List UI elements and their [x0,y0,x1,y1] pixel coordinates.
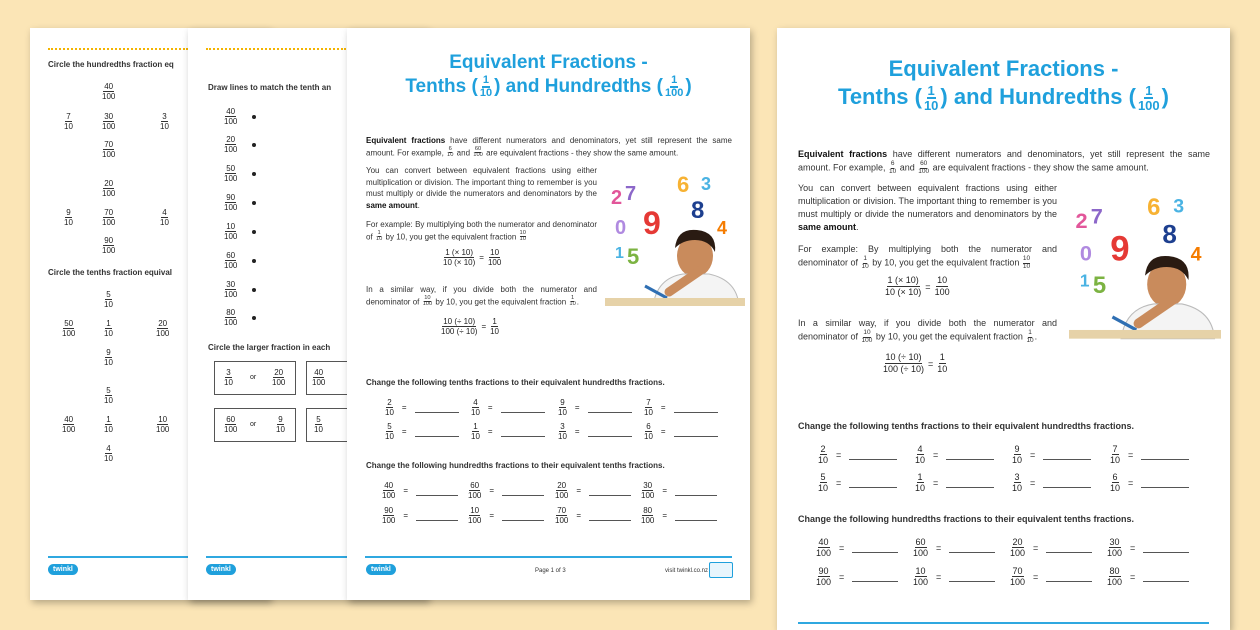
digit: 1 [1079,270,1090,291]
convert-paragraph: You can convert between equivalent fractions using either multiplication or division. The important thing to remember is you must multiply or divide the numerators and denominators by the same amount. [798,183,1057,233]
fraction: 7 10 [64,112,73,131]
question-row: $\frac{80}{100}$ = [1107,566,1189,587]
fraction: 70 100 [102,140,116,159]
boy-thinking-illustration [605,174,745,306]
worksheet-page-1-large [777,28,1230,630]
match-dot[interactable] [252,115,256,119]
or-label: or [250,374,257,381]
fraction: 30 100 [102,112,116,131]
fraction: $\frac{1}{10}$ [923,83,939,114]
fraction: 20 100 [102,179,116,198]
fraction: 50 100 [224,164,238,183]
answer-line[interactable] [1046,552,1092,553]
section-heading: Change the following tenths fractions to their equivalent hundredths fractions. [366,378,665,387]
digit: 2 [1075,207,1088,233]
answer-line[interactable] [852,581,898,582]
fraction: 5 10 [104,386,113,405]
digit: 7 [1090,203,1103,229]
digit: 8 [691,197,705,224]
example-paragraph: For example: By multiplying both the numerator and denominator of $\frac{1}{10}$ by 10, you get the equivalent fraction $\frac{10}{10}$ [798,244,1057,270]
question-row: $\frac{30}{100}$ = [641,481,717,500]
answer-line[interactable] [849,487,897,488]
answer-line[interactable] [1143,581,1189,582]
fraction: 1 10 [104,319,113,338]
match-dot[interactable] [252,230,256,234]
question-row: $\frac{40}{100}$ = [816,537,898,558]
question-heading: Circle the hundredths fraction eq [48,60,174,69]
digit: 9 [1110,230,1130,269]
question-row: $\frac{5}{10}$ = [818,472,897,493]
answer-line[interactable] [415,436,459,437]
match-dot[interactable] [252,316,256,320]
fraction: 90 100 [102,236,116,255]
question-heading: Circle the larger fraction in each [208,343,331,352]
question-heading: Circle the tenths fraction equival [48,268,173,277]
fraction: 30 100 [224,280,238,299]
example-paragraph: For example: By multiplying both the numerator and denominator of $\frac{1}{10}$ by 10, you get the equivalent fraction $\frac{10}{10}$ [366,220,597,243]
answer-line[interactable] [501,412,545,413]
question-row: $\frac{30}{100}$ = [1107,537,1189,558]
digit: 7 [625,183,637,205]
page-number: Page 1 of 3 [535,568,566,574]
question-row: $\frac{4}{10}$ = [915,444,994,465]
match-dot[interactable] [252,172,256,176]
convert-paragraph: You can convert between equivalent fractions using either multiplication or division. The important thing to remember is you must multiply or divide the numerators and denominators by the same amount. [366,166,597,210]
twinkl-logo: twinkl [366,564,396,575]
question-row: $\frac{2}{10}$ = [385,398,459,417]
section-heading: Change the following tenths fractions to their equivalent hundredths fractions. [798,421,1135,431]
question-row: $\frac{6}{10}$ = [1110,472,1189,493]
digit: 5 [627,244,640,269]
answer-line[interactable] [502,520,544,521]
answer-line[interactable] [946,487,994,488]
question-row: $\frac{9}{10}$ = [558,398,632,417]
visit-link[interactable]: visit twinkl.co.nz [665,568,709,574]
answer-line[interactable] [589,495,631,496]
fraction: 80 100 [224,308,238,327]
division-equation: $\frac{10 (\div 10)}{100 (\div 10)}$ = $\frac{1}{10}$ [441,317,500,336]
question-row: $\frac{20}{100}$ = [1010,537,1092,558]
answer-line[interactable] [1043,459,1091,460]
question-row: $\frac{4}{10}$ = [471,398,545,417]
multiplication-equation: $\frac{1 (\times 10)}{10 (\times 10)}$ = $\frac{10}{100}$ [885,275,950,297]
question-row: $\frac{90}{100}$ = [382,506,458,525]
match-dot[interactable] [252,201,256,205]
fraction: $\frac{1}{100}$ [1137,83,1160,114]
digit: 1 [615,245,624,262]
question-heading: Draw lines to match the tenth an [208,83,332,92]
question-row: $\frac{7}{10}$ = [644,398,718,417]
fraction[interactable]: 9 10 [276,415,285,434]
fraction: 1 10 [104,415,113,434]
answer-line[interactable] [1043,487,1091,488]
question-row: $\frac{70}{100}$ = [1010,566,1092,587]
fraction: 40 100 [102,82,116,101]
answer-line[interactable] [675,520,717,521]
fraction[interactable]: 5 10 [314,415,323,434]
answer-line[interactable] [674,412,718,413]
fraction[interactable]: 60 100 [224,415,238,434]
question-row: $\frac{1}{10}$ = [471,422,545,441]
fraction: $\frac{1}{100}$ [664,74,684,99]
match-dot[interactable] [252,259,256,263]
answer-line[interactable] [415,412,459,413]
multiplication-equation: $\frac{1 (\times 10)}{10 (\times 10)}$ = $\frac{10}{100}$ [443,248,502,267]
question-row: $\frac{20}{100}$ = [555,481,631,500]
digit: 0 [1079,240,1092,266]
match-dot[interactable] [252,288,256,292]
digit: 6 [1147,193,1161,221]
dotted-divider [206,48,346,50]
fraction: 10 100 [156,415,170,434]
fraction: 20 100 [224,135,238,154]
answer-line[interactable] [588,436,632,437]
answer-line[interactable] [1143,552,1189,553]
answer-line[interactable] [675,495,717,496]
section-heading: Change the following hundredths fractions to their equivalent tenths fractions. [798,514,1135,524]
question-row: $\frac{1}{10}$ = [915,472,994,493]
fraction: $\frac{1}{10}$ [479,74,493,99]
fraction: 5 10 [104,290,113,309]
digit: 0 [615,217,627,239]
footer-line [798,622,1209,624]
answer-line[interactable] [502,495,544,496]
question-row: $\frac{90}{100}$ = [816,566,898,587]
fraction[interactable]: 3 10 [224,368,233,387]
answer-line[interactable] [1141,487,1189,488]
digit: 4 [1190,243,1202,266]
answer-line[interactable] [1141,459,1189,460]
answer-line[interactable] [588,412,632,413]
answer-line[interactable] [501,436,545,437]
digit: 2 [611,187,623,209]
worksheet-subtitle: Tenths ( $\frac{1}{10}$ ) and Hundredths ( $\frac{1}{100}$ ) [405,74,692,99]
answer-line[interactable] [946,459,994,460]
answer-line[interactable] [949,581,995,582]
or-label: or [250,421,257,428]
answer-line[interactable] [416,495,458,496]
question-row: $\frac{60}{100}$ = [913,537,995,558]
fraction: 20 100 [156,319,170,338]
question-row: $\frac{9}{10}$ = [1012,444,1091,465]
intro-paragraph: Equivalent fractions have different numerators and denominators, yet still represent the same amount. For example, $\frac{6}{10}$ and $\frac{60}{100}$ are equivalent fractions - they show the same amount. [798,149,1210,175]
fraction: 3 10 [160,112,169,131]
worksheet-page-1-small [347,28,750,600]
question-row: $\frac{7}{10}$ = [1110,444,1189,465]
division-paragraph: In a similar way, if you divide both the numerator and denominator of $\frac{10}{100}$ by 10, you get the equivalent fraction $\frac{1}{10}$ . [798,318,1057,344]
division-paragraph: In a similar way, if you divide both the numerator and denominator of $\frac{10}{100}$ by 10, you get the equivalent fraction $\frac{1}{10}$ . [366,285,597,308]
match-dot[interactable] [252,143,256,147]
fraction: 50 100 [62,319,76,338]
answer-line[interactable] [589,520,631,521]
question-row: $\frac{3}{10}$ = [1012,472,1091,493]
fraction: 70 100 [102,208,116,227]
fraction: 9 10 [64,208,73,227]
question-row: $\frac{70}{100}$ = [555,506,631,525]
fraction: 40 100 [62,415,76,434]
answer-line[interactable] [1046,581,1092,582]
twinkl-logo: twinkl [206,564,236,575]
fraction[interactable]: 40 100 [312,368,326,387]
digit: 9 [643,205,661,241]
digit: 3 [1173,195,1185,218]
digit: 3 [701,174,712,194]
dotted-divider [48,48,188,50]
question-row: $\frac{40}{100}$ = [382,481,458,500]
worksheet-title: Equivalent Fractions - [449,52,648,73]
answer-line[interactable] [416,520,458,521]
fraction: 40 100 [224,107,238,126]
quality-badge-icon [709,562,733,578]
question-row: $\frac{6}{10}$ = [644,422,718,441]
fraction: 4 10 [104,444,113,463]
boy-thinking-illustration [1069,192,1221,342]
fraction: 4 10 [160,208,169,227]
digit: 5 [1092,272,1107,300]
intro-paragraph: Equivalent fractions have different numerators and denominators, yet still represent the same amount. For example, $\frac{6}{10}$ and $\frac{60}{100}$ are equivalent fractions - they show the same amount. [366,136,732,159]
question-row: $\frac{2}{10}$ = [818,444,897,465]
fraction: 90 100 [224,193,238,212]
question-row: $\frac{3}{10}$ = [558,422,632,441]
fraction: 60 100 [224,251,238,270]
digit: 4 [717,218,728,238]
question-row: $\frac{5}{10}$ = [385,422,459,441]
question-row: $\frac{10}{100}$ = [468,506,544,525]
fraction: 9 10 [104,348,113,367]
digit: 6 [677,174,690,197]
worksheet-title: Equivalent Fractions - [888,56,1119,81]
division-equation: $\frac{10 (\div 10)}{100 (\div 10)}$ = $\frac{1}{10}$ [883,352,948,374]
answer-line[interactable] [849,459,897,460]
answer-line[interactable] [852,552,898,553]
answer-line[interactable] [949,552,995,553]
worksheet-subtitle: Tenths ( $\frac{1}{10}$ ) and Hundredths ( $\frac{1}{100}$ ) [838,83,1169,114]
digit: 8 [1162,219,1177,250]
twinkl-logo: twinkl [48,564,78,575]
fraction[interactable]: 20 100 [272,368,286,387]
question-row: $\frac{60}{100}$ = [468,481,544,500]
fraction: 10 100 [224,222,238,241]
question-row: $\frac{10}{100}$ = [913,566,995,587]
section-heading: Change the following hundredths fractions to their equivalent tenths fractions. [366,461,665,470]
answer-line[interactable] [674,436,718,437]
footer-line [365,556,732,558]
question-row: $\frac{80}{100}$ = [641,506,717,525]
